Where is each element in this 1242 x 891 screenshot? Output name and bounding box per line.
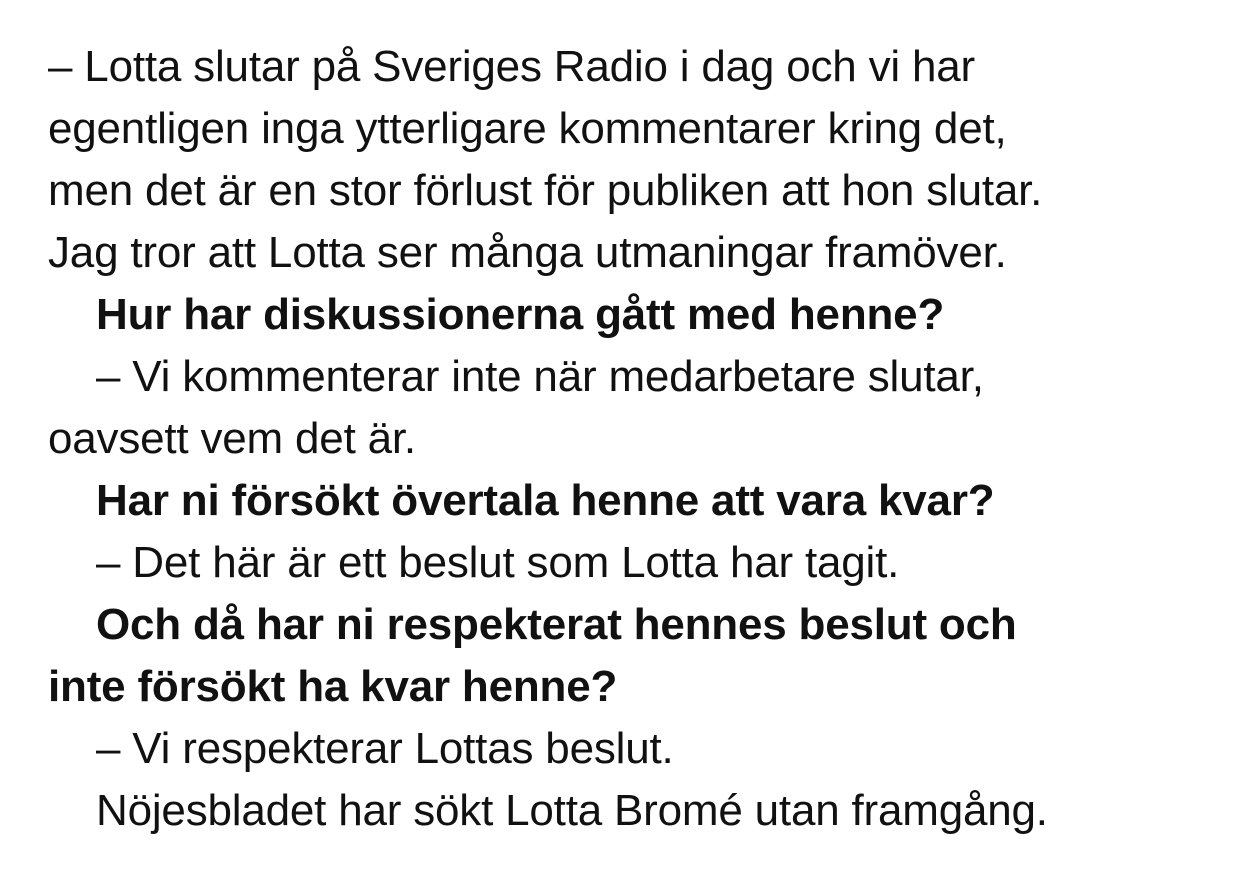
closing-line: Nöjesbladet har sökt Lotta Bromé utan framgång. [96,786,1048,835]
answer-line: – Vi kommenterar inte när medarbetare slutar, [96,352,984,401]
answer-line: men det är en stor förlust för publiken att hon slutar. [48,166,1043,215]
article-body [48,36,1208,842]
interview-question: Och då har ni respekterat hennes beslut och [96,600,1017,649]
answer-line: egentligen inga ytterligare kommentarer kring det, [48,104,1007,153]
answer-line: – Lotta slutar på Sveriges Radio i dag och vi har [48,42,975,91]
answer-line: Jag tror att Lotta ser många utmaningar framöver. [48,228,1007,277]
answer-line: oavsett vem det är. [48,414,416,463]
answer-line: – Det här är ett beslut som Lotta har tagit. [96,538,900,587]
interview-question: inte försökt ha kvar henne? [48,662,618,711]
interview-question: Hur har diskussionerna gått med henne? [96,290,945,339]
interview-question: Har ni försökt övertala henne att vara kvar? [96,476,995,525]
answer-line: – Vi respekterar Lottas beslut. [96,724,674,773]
